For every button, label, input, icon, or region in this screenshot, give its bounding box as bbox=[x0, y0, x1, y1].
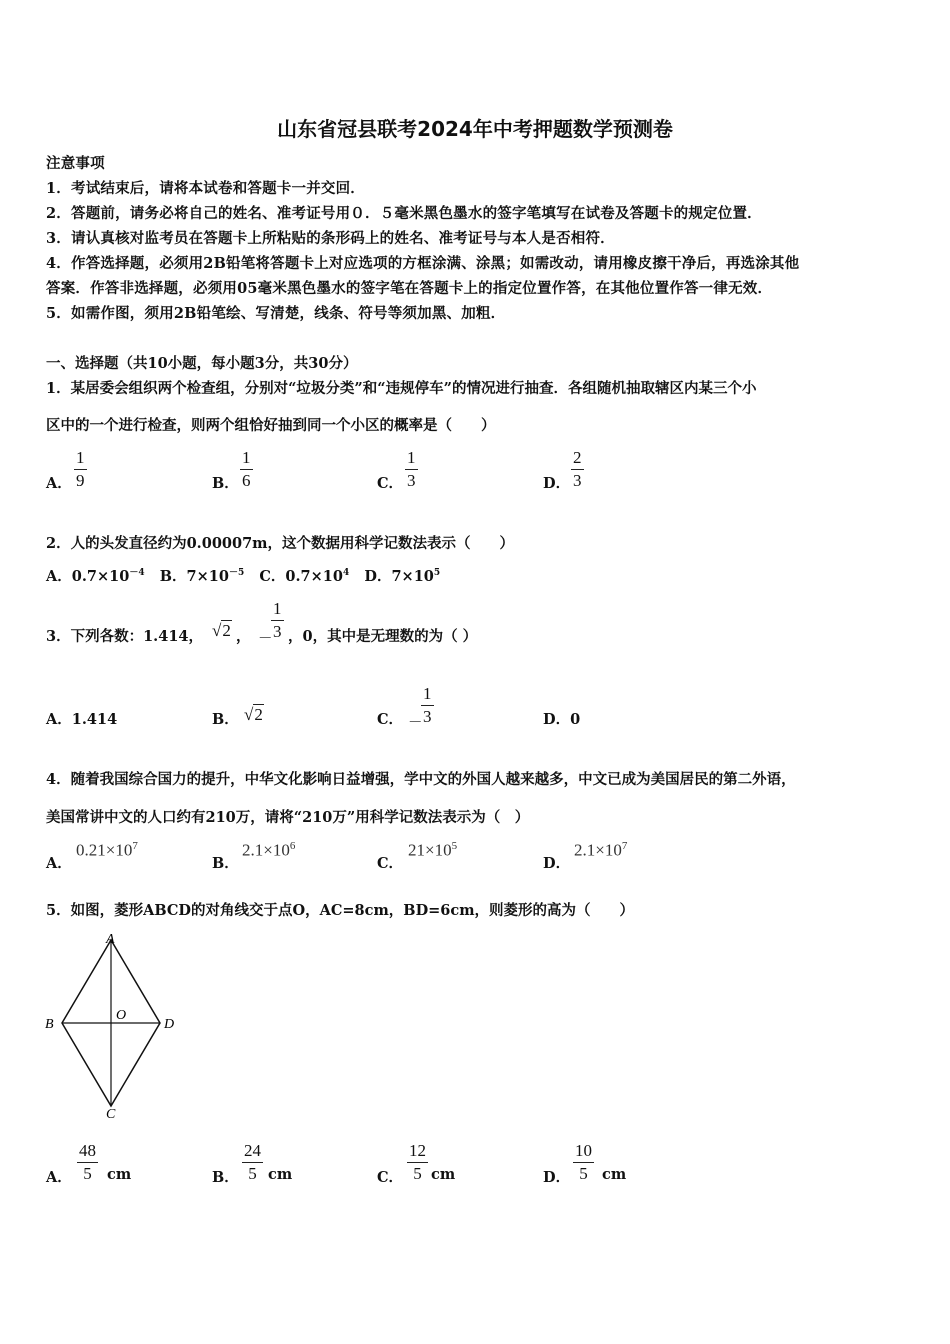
q1-option-c-fraction[interactable] bbox=[405, 448, 418, 491]
denominator: 3 bbox=[573, 471, 582, 490]
q5-option-c-label: C． bbox=[377, 1169, 404, 1186]
q4-stem-line2: 美国常讲中文的人口约有210万，请将“210万”用科学记数法表示为（ ） bbox=[46, 809, 530, 826]
q5-option-c-fraction[interactable]: 12 5 bbox=[409, 1141, 426, 1183]
minus-sign: － bbox=[408, 715, 423, 731]
q1-option-d-label: D． bbox=[543, 475, 571, 492]
vertex-a-label: A bbox=[106, 932, 115, 947]
q5-option-d-unit: cm bbox=[602, 1166, 627, 1183]
q3-option-d[interactable]: D．0 bbox=[543, 711, 581, 728]
q1-option-b-label: B． bbox=[212, 475, 239, 492]
q2-options bbox=[46, 565, 440, 586]
q3-option-b-sqrt[interactable]: √2 bbox=[244, 705, 263, 724]
q2-option-d[interactable]: D．$7\times 10^5$ bbox=[364, 568, 441, 585]
q2-option-a[interactable]: A．$0.7\times 10^{-4}$ bbox=[46, 568, 145, 585]
q1-option-d-fraction[interactable] bbox=[571, 448, 584, 491]
vertex-c-label: C bbox=[106, 1107, 116, 1122]
q3-option-c-label: C． bbox=[377, 711, 404, 728]
q5-option-b-label: B． bbox=[212, 1169, 239, 1186]
numerator: 2 bbox=[573, 448, 582, 467]
q4-option-b-label: B． bbox=[212, 855, 239, 872]
q3-option-a[interactable]: A．1.414 bbox=[46, 711, 118, 728]
denominator: 6 bbox=[242, 471, 251, 490]
q1-stem-line1: 1．某居委会组织两个检查组，分别对“垃圾分类”和“违规停车”的情况进行抽查．各组随机抽取辖区内某三个小 bbox=[46, 380, 757, 397]
q3-sep: ， bbox=[236, 628, 251, 645]
q3-option-b-label: B． bbox=[212, 711, 239, 728]
notice-item: 5．如需作图，须用2B铅笔绘、写清楚，线条、符号等须加黑、加粗． bbox=[46, 305, 506, 322]
numerator: 1 bbox=[76, 448, 85, 467]
rhombus-diagram bbox=[40, 925, 190, 1125]
q2-option-c[interactable]: C．$0.7\times 10^4$ bbox=[259, 568, 350, 585]
notice-item: 3．请认真核对监考员在答题卡上所粘贴的条形码上的姓名、准考证号与本人是否相符． bbox=[46, 230, 615, 247]
q4-option-a-label: A． bbox=[46, 855, 72, 872]
q5-option-b-fraction[interactable]: 24 5 bbox=[244, 1141, 261, 1183]
q2-option-b[interactable]: B．$7\times 10^{-5}$ bbox=[159, 568, 245, 585]
q5-option-d-fraction[interactable]: 10 5 bbox=[575, 1141, 592, 1183]
vertex-d-label: D bbox=[164, 1017, 175, 1032]
page-title: 山东省冠县联考2024年中考押题数学预测卷 bbox=[277, 117, 673, 141]
notice-item: 2．答题前，请务必将自己的姓名、准考证号用０．５毫米黑色墨水的签字笔填写在试卷及答题卡的规定位置． bbox=[46, 205, 762, 222]
notice-item: 1．考试结束后，请将本试卷和答题卡一并交回． bbox=[46, 180, 365, 197]
q5-option-a-fraction[interactable]: 48 5 bbox=[79, 1141, 96, 1183]
q2-stem: 2．人的头发直径约为0.00007m，这个数据用科学记数法表示（ ） bbox=[46, 535, 515, 552]
q3-stem-fraction: 1 3 bbox=[273, 599, 282, 641]
q1-option-b-fraction[interactable] bbox=[240, 448, 253, 491]
q5-option-d-label: D． bbox=[543, 1169, 571, 1186]
vertex-b-label: B bbox=[45, 1017, 54, 1032]
center-o-label: O bbox=[116, 1008, 127, 1023]
q1-option-a-label: A． bbox=[46, 475, 72, 492]
denominator: 3 bbox=[407, 471, 416, 490]
q5-option-a-label: A． bbox=[46, 1169, 72, 1186]
denominator: 9 bbox=[76, 471, 85, 490]
q1-option-c-label: C． bbox=[377, 475, 404, 492]
q5-option-b-unit: cm bbox=[268, 1166, 293, 1183]
numerator: 1 bbox=[407, 448, 416, 467]
q4-option-d-value[interactable]: $2.1\times 10^7$ bbox=[574, 840, 628, 860]
q4-option-a-value[interactable]: $0.21\times 10^7$ bbox=[76, 840, 138, 860]
q3-stem-suffix: ，0，其中是无理数的为（ ） bbox=[288, 628, 478, 645]
notice-item: 答案．作答非选择题，必须用05毫米黑色墨水的签字笔在答题卡上的指定位置作答，在其他位置作答一律无效． bbox=[46, 280, 773, 297]
q5-stem: 5．如图，菱形ABCD的对角线交于点O，AC=8cm，BD=6cm，则菱形的高为（ ） bbox=[46, 902, 635, 919]
q1-stem-line2: 区中的一个进行检查，则两个组恰好抽到同一个小区的概率是（ ） bbox=[46, 417, 496, 434]
q4-option-c-label: C． bbox=[377, 855, 404, 872]
q4-option-d-label: D． bbox=[543, 855, 571, 872]
q4-option-b-value[interactable]: $2.1\times 10^6$ bbox=[242, 840, 296, 860]
section-heading: 一、选择题（共10小题，每小题3分，共30分） bbox=[46, 355, 358, 372]
notice-item: 4．作答选择题，必须用2B铅笔将答题卡上对应选项的方框涂满、涂黑；如需改动，请用橡皮擦干净后，再选涂其他 bbox=[46, 255, 800, 272]
q5-option-a-unit: cm bbox=[107, 1166, 132, 1183]
sqrt-symbol: √2 bbox=[212, 621, 231, 640]
q4-stem-line1: 4．随着我国综合国力的提升，中华文化影响日益增强，学中文的外国人越来越多，中文已成为美国居民的第二外语， bbox=[46, 771, 796, 788]
numerator: 1 bbox=[242, 448, 251, 467]
q3-option-c-fraction[interactable]: 1 3 bbox=[423, 684, 432, 726]
q3-stem-prefix: 3．下列各数：1.414， bbox=[46, 628, 203, 645]
q1-option-a-fraction[interactable] bbox=[74, 448, 87, 491]
q4-option-c-value[interactable]: $21\times 10^5$ bbox=[408, 840, 458, 860]
notice-heading: 注意事项 bbox=[46, 155, 105, 172]
q5-option-c-unit: cm bbox=[431, 1166, 456, 1183]
minus-sign: － bbox=[258, 631, 273, 647]
